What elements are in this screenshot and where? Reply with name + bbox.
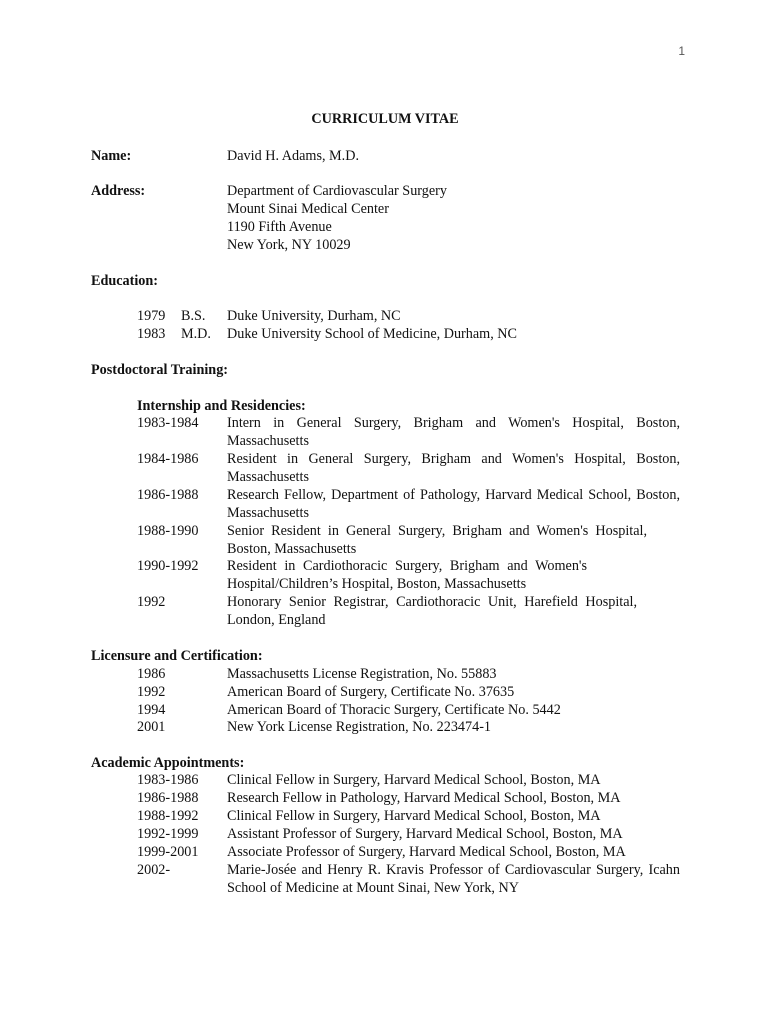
education-heading: Education: <box>91 273 159 289</box>
training-year: 1992 <box>137 594 166 610</box>
training-description: Senior Resident in General Surgery, Brigham and Women's Hospital, Boston, Massachusetts <box>227 523 647 557</box>
training-year: 1984-1986 <box>137 451 199 467</box>
training-year: 1988-1990 <box>137 523 199 539</box>
page-title: CURRICULUM VITAE <box>311 111 459 127</box>
appointment-description: Research Fellow in Pathology, Harvard Medical School, Boston, MA <box>227 790 621 806</box>
education-school: Duke University, Durham, NC <box>227 308 401 324</box>
license-description: New York License Registration, No. 223474-1 <box>227 719 492 735</box>
education-degree: M.D. <box>181 326 211 342</box>
appointment-year: 1992-1999 <box>137 826 199 842</box>
name-label: Name: <box>91 148 132 164</box>
appointment-description: Clinical Fellow in Surgery, Harvard Medical School, Boston, MA <box>227 772 601 788</box>
training-year: 1986-1988 <box>137 487 199 503</box>
license-description: American Board of Surgery, Certificate No. 37635 <box>227 684 515 700</box>
license-year: 1994 <box>137 702 166 718</box>
address-label: Address: <box>91 183 146 199</box>
training-year: 1983-1984 <box>137 415 199 431</box>
appointment-description: Associate Professor of Surgery, Harvard Medical School, Boston, MA <box>227 844 626 860</box>
appointment-description: Clinical Fellow in Surgery, Harvard Medical School, Boston, MA <box>227 808 601 824</box>
training-description: Resident in Cardiothoracic Surgery, Brigham and Women's Hospital/Children’s Hospital, Boston, Massachusetts <box>227 558 587 592</box>
training-description: Honorary Senior Registrar, Cardiothoracic Unit, Harefield Hospital, London, England <box>227 594 637 628</box>
address-line: Mount Sinai Medical Center <box>227 201 389 217</box>
internship-subheading: Internship and Residencies: <box>137 398 306 414</box>
appointment-year: 1988-1992 <box>137 808 199 824</box>
education-year: 1983 <box>137 326 166 342</box>
license-description: American Board of Thoracic Surgery, Certificate No. 5442 <box>227 702 561 718</box>
appointment-description: Marie-Josée and Henry R. Kravis Professor of Cardiovascular Surgery, Icahn School of Medicine at Mount Sinai, New York, NY <box>227 862 680 896</box>
license-year: 2001 <box>137 719 166 735</box>
postdoctoral-heading: Postdoctoral Training: <box>91 362 229 378</box>
appointment-year: 1986-1988 <box>137 790 199 806</box>
address-line: Department of Cardiovascular Surgery <box>227 183 447 199</box>
appointment-year: 2002- <box>137 862 171 878</box>
address-line: 1190 Fifth Avenue <box>227 219 332 235</box>
license-description: Massachusetts License Registration, No. 55883 <box>227 666 497 682</box>
education-year: 1979 <box>137 308 166 324</box>
education-degree: B.S. <box>181 308 206 324</box>
appointment-year: 1983-1986 <box>137 772 199 788</box>
training-description: Resident in General Surgery, Brigham and Women's Hospital, Boston, Massachusetts <box>227 451 680 485</box>
license-year: 1992 <box>137 684 166 700</box>
training-description: Intern in General Surgery, Brigham and Women's Hospital, Boston, Massachusetts <box>227 415 680 449</box>
training-description: Research Fellow, Department of Pathology, Harvard Medical School, Boston, Massachusetts <box>227 487 680 521</box>
academic-heading: Academic Appointments: <box>91 755 245 771</box>
page-number: 1 <box>678 44 685 58</box>
education-school: Duke University School of Medicine, Durham, NC <box>227 326 518 342</box>
training-year: 1990-1992 <box>137 558 199 574</box>
address-line: New York, NY 10029 <box>227 237 351 253</box>
appointment-description: Assistant Professor of Surgery, Harvard Medical School, Boston, MA <box>227 826 623 842</box>
appointment-year: 1999-2001 <box>137 844 199 860</box>
licensure-heading: Licensure and Certification: <box>91 648 263 664</box>
license-year: 1986 <box>137 666 166 682</box>
name-value: David H. Adams, M.D. <box>227 148 360 164</box>
